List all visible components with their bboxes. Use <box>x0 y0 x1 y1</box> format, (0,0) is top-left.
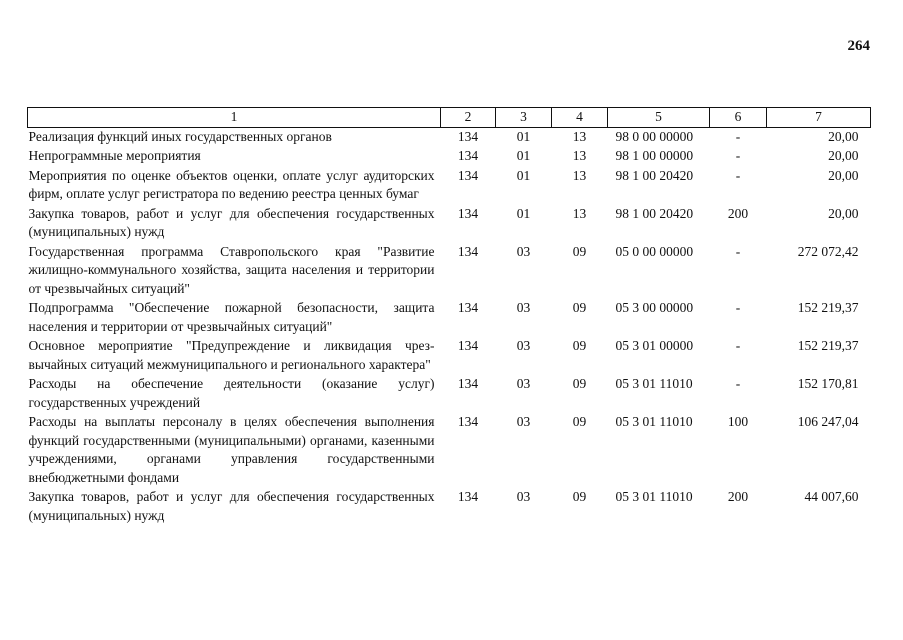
row-grbs: 134 <box>457 243 479 259</box>
column-header-4: 4 <box>552 108 608 128</box>
row-subsection: 09 <box>572 338 587 353</box>
row-expense-type: - <box>735 243 741 259</box>
table-row <box>28 167 871 205</box>
row-subsection: 09 <box>572 489 587 504</box>
row-expense-type: 100 <box>727 414 749 429</box>
row-amount: 20,00 <box>828 128 859 144</box>
row-amount: 152 170,81 <box>797 376 859 391</box>
row-section: 03 <box>516 414 531 429</box>
column-header-3: 3 <box>496 108 552 128</box>
row-target-article: 98 1 00 00000 <box>615 148 694 163</box>
row-expense-type: - <box>735 300 741 315</box>
row-target-article: 05 3 01 11010 <box>615 414 693 429</box>
row-section: 03 <box>516 300 531 315</box>
row-section: 03 <box>516 243 531 259</box>
table-row <box>28 488 871 526</box>
row-amount: 152 219,37 <box>797 300 859 315</box>
row-name: Расходы на обеспечение деятельности (оказание услуг) государственных учреждений <box>28 376 435 410</box>
row-name: Подпрограмма "Обеспечение пожарной безопасности, защита населения и территории от чрезвычайных ситуаций" <box>28 300 435 334</box>
row-subsection: 09 <box>572 300 587 315</box>
row-target-article: 05 3 01 00000 <box>615 338 694 353</box>
row-grbs: 134 <box>457 300 479 315</box>
row-section: 03 <box>516 489 531 504</box>
table-row <box>28 375 871 413</box>
row-name: Мероприятия по оценке объектов оценки, оплате услуг аудиторских фирм, оплате услуг регистратора по ведению реестра ценных бумаг <box>28 167 435 201</box>
row-name: Расходы на выплаты персоналу в целях обеспечения выполнения функций государственными (муниципальными) органами, казенными учреждениями, органами управления государственными внебюджетными фондами <box>28 414 435 485</box>
row-subsection: 13 <box>572 148 587 163</box>
row-subsection: 13 <box>572 128 587 144</box>
row-section: 03 <box>516 376 531 391</box>
row-name: Государственная программа Ставропольского края "Развитие жилищно-коммунального хозяйства, защита населения и территории от чрезвычайных ситуаций" <box>28 243 435 296</box>
row-target-article: 05 3 01 11010 <box>615 489 693 504</box>
row-name: Закупка товаров, работ и услуг для обеспечения государственных (муниципальных) нужд <box>28 489 435 523</box>
row-expense-type: - <box>735 376 741 391</box>
row-target-article: 05 3 00 00000 <box>615 300 694 315</box>
table-row <box>28 337 871 375</box>
row-name: Непрограммные мероприятия <box>28 148 201 163</box>
row-expense-type: - <box>735 338 741 353</box>
column-header-6: 6 <box>710 108 767 128</box>
row-amount: 106 247,04 <box>797 414 859 429</box>
table-row <box>28 299 871 337</box>
row-section: 01 <box>516 148 531 163</box>
row-subsection: 09 <box>572 243 587 259</box>
row-grbs: 134 <box>457 205 479 221</box>
row-name: Закупка товаров, работ и услуг для обеспечения государственных (муниципальных) нужд <box>28 205 435 239</box>
row-grbs: 134 <box>457 338 479 353</box>
row-section: 03 <box>516 338 531 353</box>
table-row <box>28 127 871 147</box>
row-amount: 20,00 <box>828 205 859 221</box>
row-amount: 20,00 <box>828 148 859 163</box>
row-grbs: 134 <box>457 148 479 163</box>
row-name: Основное мероприятие "Предупреждение и ликвидация чрез-вычайных ситуаций межмуниципального и регионального характера" <box>28 338 435 372</box>
row-target-article: 98 1 00 20420 <box>615 167 694 183</box>
row-expense-type: - <box>735 128 741 144</box>
row-subsection: 09 <box>572 414 587 429</box>
row-name: Реализация функций иных государственных органов <box>28 128 332 144</box>
header-row <box>28 108 871 128</box>
table-row <box>28 205 871 243</box>
table-row <box>28 413 871 488</box>
row-subsection: 13 <box>572 167 587 183</box>
table-row <box>28 147 871 167</box>
column-header-7: 7 <box>767 108 871 128</box>
page-number: 264 <box>847 38 870 54</box>
row-section: 01 <box>516 128 531 144</box>
row-amount: 44 007,60 <box>804 489 859 504</box>
row-grbs: 134 <box>457 489 479 504</box>
row-expense-type: 200 <box>727 489 749 504</box>
row-section: 01 <box>516 205 531 221</box>
row-subsection: 13 <box>572 205 587 221</box>
row-target-article: 98 0 00 00000 <box>615 128 694 144</box>
table-row <box>28 243 871 300</box>
column-header-5: 5 <box>608 108 710 128</box>
row-grbs: 134 <box>457 167 479 183</box>
row-subsection: 09 <box>572 376 587 391</box>
row-amount: 20,00 <box>828 167 859 183</box>
row-grbs: 134 <box>457 414 479 429</box>
column-header-1: 1 <box>28 108 441 128</box>
row-target-article: 05 3 01 11010 <box>615 376 693 391</box>
row-amount: 152 219,37 <box>797 338 859 353</box>
row-target-article: 05 0 00 00000 <box>615 243 694 259</box>
column-header-2: 2 <box>441 108 496 128</box>
row-target-article: 98 1 00 20420 <box>615 205 694 221</box>
row-amount: 272 072,42 <box>797 243 859 259</box>
budget-table <box>27 107 871 526</box>
row-expense-type: 200 <box>727 205 749 221</box>
row-expense-type: - <box>735 167 741 183</box>
row-grbs: 134 <box>457 128 479 144</box>
row-section: 01 <box>516 167 531 183</box>
row-grbs: 134 <box>457 376 479 391</box>
row-expense-type: - <box>735 148 741 163</box>
